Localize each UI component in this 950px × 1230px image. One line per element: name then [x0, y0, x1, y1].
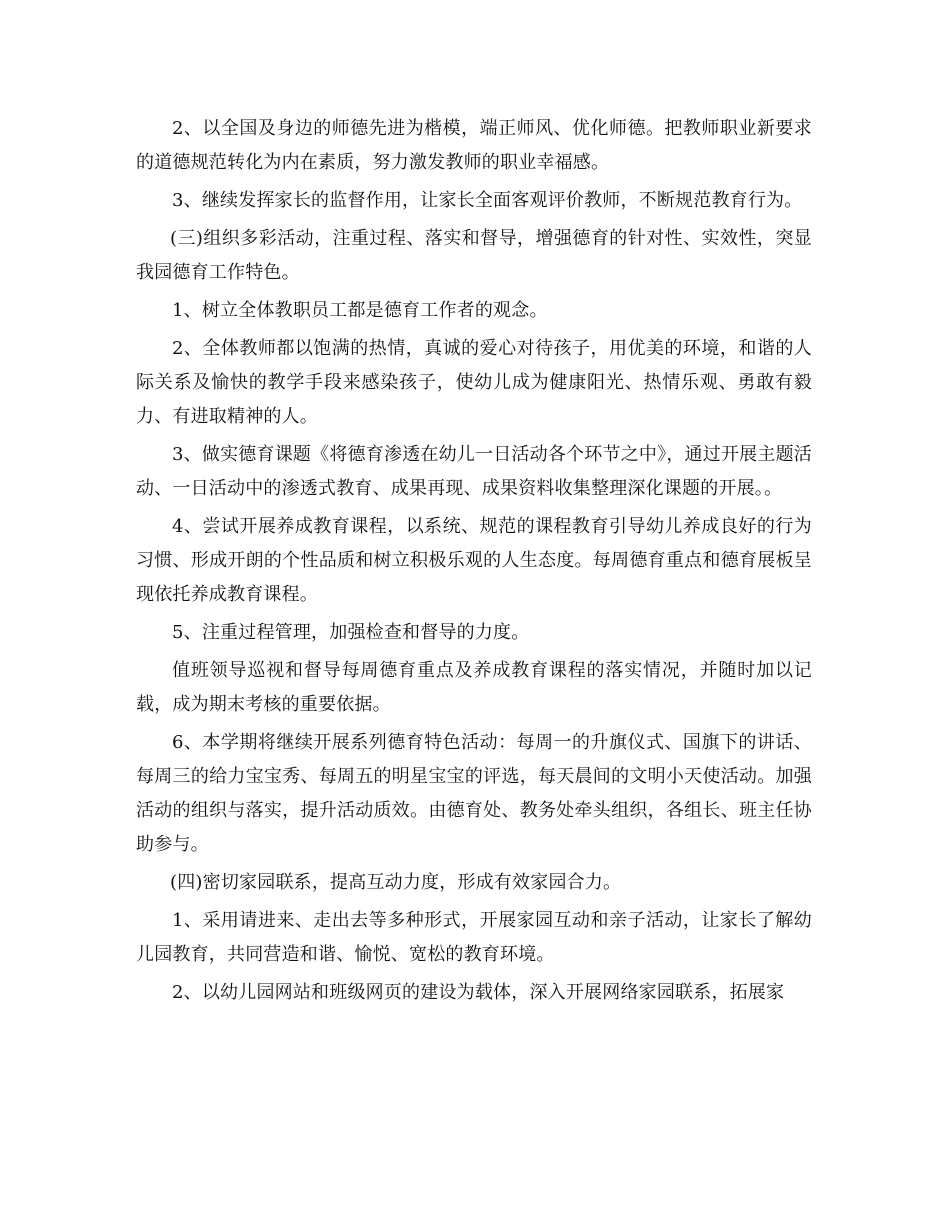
- paragraph-featured-activities: 6、本学期将继续开展系列德育特色活动：每周一的升旗仪式、国旗下的讲话、每周三的给力宝宝秀、每周五的明星宝宝的评选，每天晨间的文明小天使活动。加强活动的组织与落实，提升活动质效。由德育处、教务处牵头组织，各组长、班主任协助参与。: [136, 732, 812, 855]
- paragraph-ethics-model: 2、以全国及身边的师德先进为楷模，端正师风、优化师德。把教师职业新要求的道德规范转化为内在素质，努力激发教师的职业幸福感。: [136, 118, 812, 173]
- document-body: [136, 112, 812, 1014]
- paragraph-website-connection: 2、以幼儿园网站和班级网页的建设为载体，深入开展网络家园联系，拓展家: [172, 982, 785, 1003]
- paragraph-parent-supervision: 3、继续发挥家长的监督作用，让家长全面客观评价教师，不断规范教育行为。: [172, 190, 803, 211]
- paragraph-habit-course: 4、尝试开展养成教育课程，以系统、规范的课程教育引导幼儿养成良好的行为习惯、形成开朗的个性品质和树立积极乐观的人生态度。每周德育重点和德育展板呈现依托养成教育课程。: [136, 516, 812, 605]
- section-heading-home-school: (四)密切家园联系，提高互动力度，形成有效家园合力。: [170, 872, 622, 893]
- paragraph-teacher-enthusiasm: 2、全体教师都以饱满的热情，真诚的爱心对待孩子，用优美的环境，和谐的人际关系及愉快的教学手段来感染孩子，使幼儿成为健康阳光、热情乐观、勇敢有毅力、有进取精神的人。: [136, 338, 812, 427]
- paragraph-process-management: 5、注重过程管理，加强检查和督导的力度。: [172, 622, 530, 643]
- section-heading-activities: (三)组织多彩活动，注重过程、落实和督导，增强德育的针对性、实效性，突显我园德育工作特色。: [136, 228, 812, 283]
- paragraph-staff-concept: 1、树立全体教职员工都是德育工作者的观念。: [172, 300, 548, 321]
- paragraph-duty-inspection: 值班领导巡视和督导每周德育重点及养成教育课程的落实情况，并随时加以记载，成为期末考核的重要依据。: [136, 660, 812, 715]
- paragraph-research-topic: 3、做实德育课题《将德育渗透在幼儿一日活动各个环节之中》，通过开展主题活动、一日活动中的渗透式教育、成果再现、成果资料收集整理深化课题的开展。。: [136, 444, 812, 499]
- paragraph-parent-interaction: 1、采用请进来、走出去等多种形式，开展家园互动和亲子活动，让家长了解幼儿园教育，共同营造和谐、愉悦、宽松的教育环境。: [136, 910, 812, 965]
